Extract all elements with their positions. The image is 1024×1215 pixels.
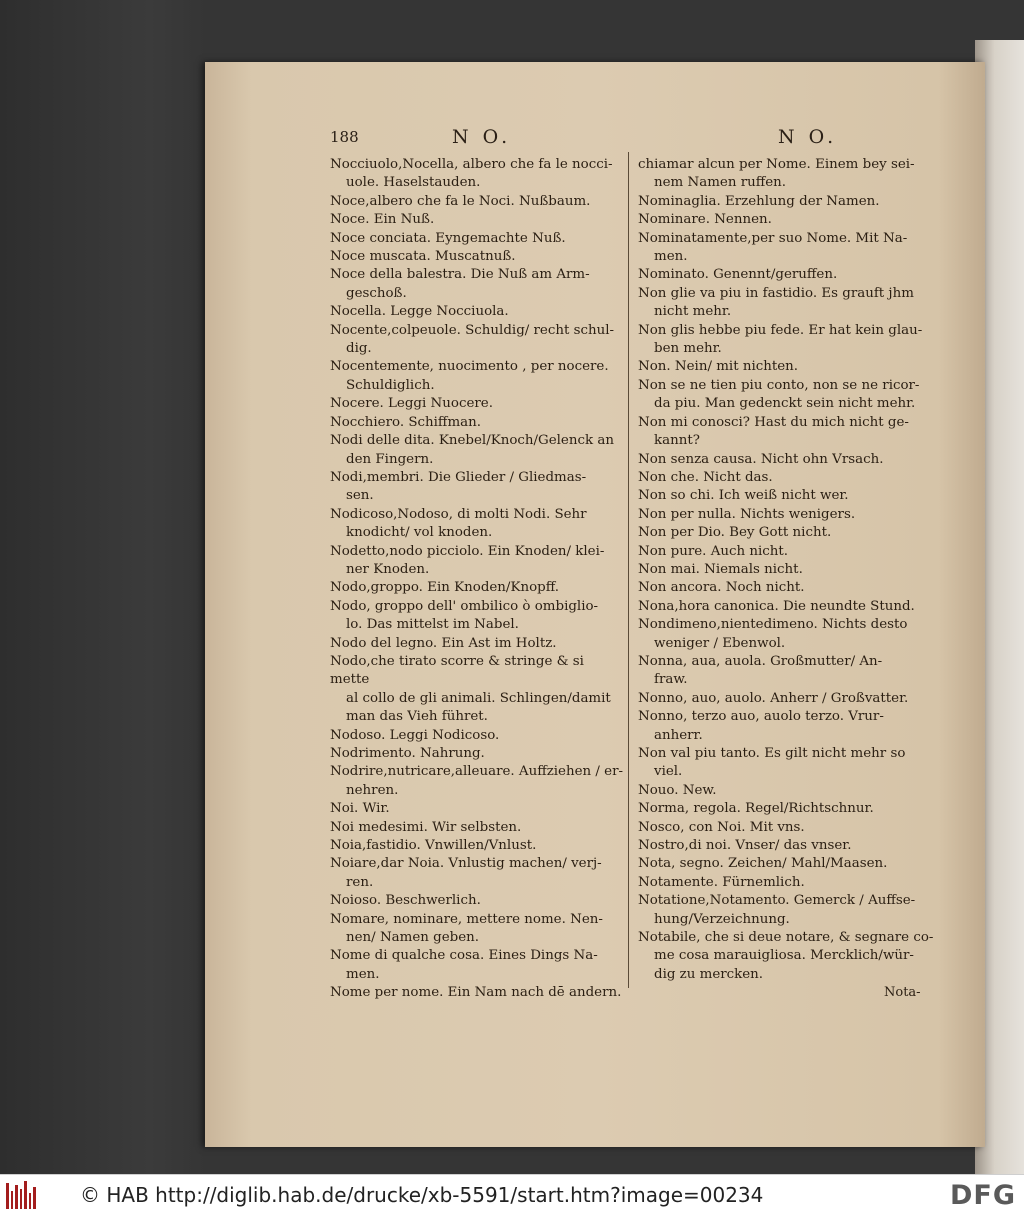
entry-continuation: hung/Verzeichnung. (654, 911, 790, 927)
dictionary-entry (638, 266, 940, 284)
entry-line: Nocella. Legge Nocciuola. (330, 304, 509, 320)
dictionary-entry (638, 377, 940, 414)
dictionary-entry (330, 745, 626, 763)
dictionary-entry (638, 285, 940, 322)
entry-continuation: knodicht/ vol knoden. (346, 525, 493, 541)
dictionary-entry (330, 911, 626, 948)
entry-continuation: viel. (654, 764, 683, 780)
entry-line: Non so chi. Ich weiß nicht wer. (638, 488, 849, 504)
entry-line: Nostro,di noi. Vnser/ das vnser. (638, 838, 852, 854)
dictionary-entry (330, 947, 626, 984)
dictionary-entry (330, 579, 626, 597)
entry-line: Non pure. Auch nicht. (638, 543, 789, 559)
entry-line: Noce,albero che fa le Noci. Nußbaum. (330, 193, 591, 209)
entry-line: Non glie va piu in fastidio. Es grauft jhm (638, 285, 914, 301)
hab-logo-icon (6, 1181, 36, 1209)
dictionary-entry (638, 819, 940, 837)
entry-continuation: sen. (346, 488, 374, 504)
entry-line: Nocentemente, nuocimento , per nocere. (330, 359, 609, 375)
entry-line: chiamar alcun per Nome. Einem bey sei- (638, 157, 915, 172)
entry-line: Noi. Wir. (330, 801, 390, 817)
entry-continuation: da piu. Man gedenckt sein nicht mehr. (654, 396, 916, 412)
entry-line: Nome per nome. Ein Nam nach dē andern. (330, 985, 622, 1001)
dictionary-entry (330, 230, 626, 248)
entry-line: Nodo del legno. Ein Ast im Holtz. (330, 635, 557, 651)
entry-continuation: al collo de gli animali. Schlingen/damit (346, 690, 611, 706)
dictionary-entry (330, 635, 626, 653)
dictionary-entry (330, 211, 626, 229)
entry-line: Nota, segno. Zeichen/ Mahl/Maasen. (638, 856, 888, 872)
dictionary-entry (330, 892, 626, 910)
entry-line: Noce conciata. Eyngemachte Nuß. (330, 230, 566, 246)
entry-line: Non se ne tien piu conto, non se ne ricor- (638, 377, 920, 393)
entry-line: Nocere. Leggi Nuocere. (330, 396, 493, 412)
entry-line: Non glis hebbe piu fede. Er hat kein glau- (638, 322, 923, 338)
header-left-key: N O. (452, 126, 512, 148)
entry-continuation: anherr. (654, 727, 703, 743)
dictionary-entry (638, 929, 940, 984)
entry-line: Noce muscata. Muscatnuß. (330, 249, 516, 265)
entry-continuation: lo. Das mittelst im Nabel. (346, 617, 519, 633)
entry-line: Nodetto,nodo picciolo. Ein Knoden/ klei- (330, 543, 605, 559)
footer-source-link[interactable]: © HAB http://diglib.hab.de/drucke/xb-5591/start.htm?image=00234 (80, 1183, 764, 1207)
dictionary-entry (638, 358, 940, 376)
entry-line: Non che. Nicht das. (638, 469, 773, 485)
entry-line: Nomare, nominare, mettere nome. Nen- (330, 911, 603, 927)
entry-line: Nodrimento. Nahrung. (330, 746, 485, 761)
dictionary-entry (330, 469, 626, 506)
entry-continuation: Schuldiglich. (346, 377, 435, 393)
entry-line: Noi medesimi. Wir selbsten. (330, 819, 522, 835)
entry-line: Nonno, auo, auolo. Anherr / Großvatter. (638, 690, 909, 706)
dictionary-entry (638, 230, 940, 267)
entry-line: Non ancora. Noch nicht. (638, 580, 805, 596)
dictionary-entry (330, 193, 626, 211)
dictionary-entry (330, 506, 626, 543)
entry-line: Non senza causa. Nicht ohn Vrsach. (638, 451, 884, 467)
dictionary-entry (638, 414, 940, 451)
dictionary-entry (330, 800, 626, 818)
dictionary-entry (330, 763, 626, 800)
entry-line: Norma, regola. Regel/Richtschnur. (638, 801, 874, 817)
entry-line: Nominaglia. Erzehlung der Namen. (638, 193, 880, 209)
entry-line: Nodo,groppo. Ein Knoden/Knopff. (330, 580, 560, 596)
dictionary-entry (330, 303, 626, 321)
dictionary-entry (330, 855, 626, 892)
entry-continuation: nem Namen ruffen. (654, 175, 787, 191)
dictionary-entry (638, 524, 940, 542)
footer-bar (0, 1174, 1024, 1215)
entry-continuation: dig zu mercken. (654, 966, 764, 982)
left-column (330, 156, 626, 1003)
dictionary-entry (638, 211, 940, 229)
entry-line: Nocchiero. Schiffman. (330, 414, 482, 430)
dictionary-entry (638, 598, 940, 616)
entry-line: Nodoso. Leggi Nodicoso. (330, 727, 500, 743)
dictionary-entry (638, 837, 940, 855)
entry-line: Noia,fastidio. Vnwillen/Vnlust. (330, 838, 537, 854)
dictionary-entry (638, 193, 940, 211)
dictionary-entry (638, 874, 940, 892)
dictionary-entry (330, 322, 626, 359)
entry-continuation: den Fingern. (346, 451, 434, 467)
entry-line: Nodrire,nutricare,alleuare. Auffziehen / er- (330, 764, 624, 780)
dictionary-entry (330, 653, 626, 727)
entry-line: Non. Nein/ mit nichten. (638, 359, 799, 375)
entry-continuation: nicht mehr. (654, 304, 732, 320)
entry-line: Non per nulla. Nichts wenigers. (638, 506, 856, 522)
dictionary-entry (638, 469, 940, 487)
dictionary-entry (330, 266, 626, 303)
column-rule (628, 152, 629, 988)
entry-continuation: men. (654, 249, 688, 265)
entry-continuation: ner Knoden. (346, 561, 430, 577)
dictionary-entry (638, 782, 940, 800)
entry-line: Nome di qualche cosa. Eines Dings Na- (330, 948, 598, 964)
dictionary-entry (330, 414, 626, 432)
entry-continuation: weniger / Ebenwol. (654, 635, 786, 651)
entry-continuation: ben mehr. (654, 341, 722, 357)
dictionary-entry (638, 156, 940, 193)
entry-continuation: ren. (346, 874, 374, 890)
entry-line: Nonno, terzo auo, auolo terzo. Vrur- (638, 709, 884, 725)
catchword: Nota- (884, 985, 921, 1000)
entry-continuation: men. (346, 966, 380, 982)
dictionary-entry (638, 892, 940, 929)
entry-continuation: kannt? (654, 433, 700, 449)
entry-line: Noce. Ein Nuß. (330, 212, 435, 228)
dictionary-entry (330, 819, 626, 837)
entry-line: Nodicoso,Nodoso, di molti Nodi. Sehr (330, 506, 587, 522)
entry-line: Nocciuolo,Nocella, albero che fa le nocci- (330, 157, 613, 172)
entry-line: Nominare. Nennen. (638, 212, 772, 228)
dictionary-entry (638, 855, 940, 873)
header-right-key: N O. (778, 126, 838, 148)
dictionary-entry (330, 837, 626, 855)
dfg-logo: DFG (949, 1180, 1016, 1211)
entry-line: Nodi delle dita. Knebel/Knoch/Gelenck an (330, 433, 614, 449)
entry-line: Notamente. Fürnemlich. (638, 874, 805, 890)
dictionary-entry (330, 598, 626, 635)
right-column (638, 156, 940, 984)
dictionary-entry (330, 156, 626, 193)
entry-continuation: me cosa marauigliosa. Mercklich/wür- (654, 948, 914, 964)
dictionary-entry (638, 561, 940, 579)
entry-line: Noiare,dar Noia. Vnlustig machen/ verj- (330, 856, 602, 872)
dictionary-entry (638, 690, 940, 708)
entry-continuation: dig. (346, 341, 372, 357)
dictionary-entry (330, 727, 626, 745)
entry-continuation: nen/ Namen geben. (346, 930, 480, 946)
dictionary-entry (638, 800, 940, 818)
dictionary-entry (638, 745, 940, 782)
entry-continuation: nehren. (346, 782, 399, 798)
dictionary-entry (330, 984, 626, 1002)
page-number: 188 (330, 128, 359, 146)
entry-continuation: uole. Haselstauden. (346, 175, 481, 191)
entry-line: Nominatamente,per suo Nome. Mit Na- (638, 230, 908, 246)
entry-line: Non mai. Niemals nicht. (638, 561, 803, 577)
entry-line: Nouo. New. (638, 782, 717, 798)
dictionary-entry (638, 616, 940, 653)
entry-line: Nocente,colpeuole. Schuldig/ recht schul- (330, 322, 615, 338)
dictionary-entry (638, 579, 940, 597)
dictionary-entry (330, 358, 626, 395)
dictionary-entry (638, 506, 940, 524)
entry-line: Nominato. Genennt/geruffen. (638, 267, 838, 283)
entry-continuation: fraw. (654, 672, 688, 688)
entry-line: Notabile, che si deue notare, & segnare co- (638, 930, 934, 946)
entry-line: Nona,hora canonica. Die neundte Stund. (638, 598, 915, 614)
dictionary-entry (638, 487, 940, 505)
dictionary-entry (330, 395, 626, 413)
dictionary-entry (638, 322, 940, 359)
entry-continuation: man das Vieh führet. (346, 709, 488, 725)
entry-line: Noioso. Beschwerlich. (330, 893, 481, 909)
dictionary-entry (330, 543, 626, 580)
entry-line: Notatione,Notamento. Gemerck / Auffse- (638, 893, 916, 909)
entry-line: Non mi conosci? Hast du mich nicht ge- (638, 414, 909, 430)
dictionary-entry (638, 543, 940, 561)
dictionary-entry (638, 653, 940, 690)
entry-line: Nodi,membri. Die Glieder / Gliedmas- (330, 469, 587, 485)
entry-line: Noce della balestra. Die Nuß am Arm- (330, 267, 590, 283)
entry-line: Nodo,che tirato scorre & stringe & si mette (330, 653, 584, 688)
dictionary-entry (330, 432, 626, 469)
entry-continuation: geschoß. (346, 285, 407, 301)
entry-line: Nonna, aua, auola. Großmutter/ An- (638, 653, 883, 669)
entry-line: Non per Dio. Bey Gott nicht. (638, 525, 832, 541)
dictionary-entry (638, 708, 940, 745)
entry-line: Non val piu tanto. Es gilt nicht mehr so (638, 746, 906, 761)
entry-line: Nosco, con Noi. Mit vns. (638, 819, 805, 835)
dictionary-entry (330, 248, 626, 266)
entry-line: Nodo, groppo dell' ombilico ò ombiglio- (330, 598, 599, 614)
entry-line: Nondimeno,nientedimeno. Nichts desto (638, 617, 908, 633)
dictionary-entry (638, 451, 940, 469)
